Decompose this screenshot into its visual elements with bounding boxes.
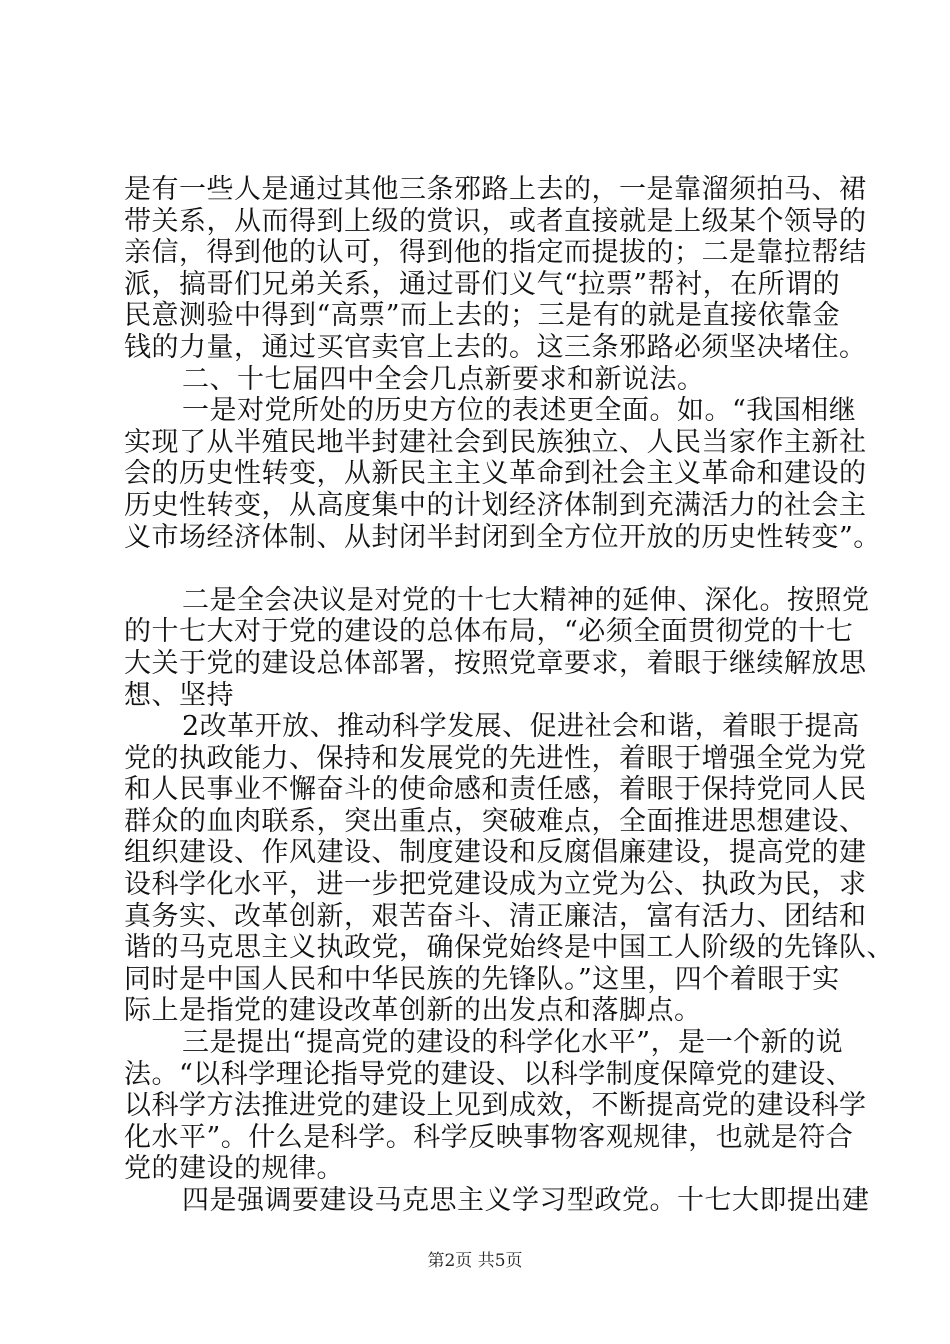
text-line: 际上是指党的建设改革创新的出发点和落脚点。: [124, 995, 702, 1027]
text-line: 党的执政能力、保持和发展党的先进性，着眼于增强全党为党: [124, 742, 867, 774]
text-line: 亲信，得到他的认可，得到他的指定而提拔的；二是靠拉帮结: [124, 237, 867, 269]
section-heading: 二、十七届四中全会几点新要求和新说法。: [182, 363, 705, 395]
text-line: 民意测验中得到“高票”而上去的；三是有的就是直接依靠金: [124, 300, 841, 332]
text-line: 派，搞哥们兄弟关系，通过哥们义气“拉票”帮衬，在所谓的: [124, 268, 841, 300]
text-line: 化水平”。什么是科学。科学反映事物客观规律，也就是符合: [124, 1121, 854, 1153]
text-line: 设科学化水平，进一步把党建设成为立党为公、执政为民，求: [124, 869, 867, 901]
text-line: 群众的血肉联系，突出重点，突破难点，全面推进思想建设、: [124, 805, 867, 837]
text-line: 同时是中国人民和中华民族的先锋队。”这里，四个着眼于实: [124, 963, 840, 995]
text-line: 四是强调要建设马克思主义学习型政党。十七大即提出建: [182, 1185, 870, 1216]
text-line: 钱的力量，通过买官卖官上去的。这三条邪路必须坚决堵住。: [124, 331, 867, 363]
text-line: 和人民事业不懈奋斗的使命感和责任感，着眼于保持党同人民: [124, 774, 867, 806]
text-line: 想、坚持: [124, 679, 234, 711]
text-line: 党的建设的规律。: [124, 1153, 344, 1185]
text-line: 大关于党的建设总体部署，按照党章要求，着眼于继续解放思: [124, 647, 867, 679]
text-line: 一是对党所处的历史方位的表述更全面。如。“我国相继: [182, 395, 857, 427]
text-line: 实现了从半殖民地半封建社会到民族独立、人民当家作主新社: [124, 426, 867, 458]
text-line: 义市场经济体制、从封闭半封闭到全方位开放的历史性转变”。: [124, 521, 881, 553]
body-text: [124, 174, 894, 1217]
blank-line: [124, 553, 840, 585]
text-line: 历史性转变，从高度集中的计划经济体制到充满活力的社会主: [124, 489, 867, 521]
text-line: 会的历史性转变，从新民主主义革命到社会主义革命和建设的: [124, 458, 867, 490]
text-line: 三是提出“提高党的建设的科学化水平”，是一个新的说: [182, 1027, 844, 1059]
text-line: 的十七大对于党的建设的总体布局，“必须全面贯彻党的十七: [124, 616, 854, 648]
text-line: 组织建设、作风建设、制度建设和反腐倡廉建设，提高党的建: [124, 837, 867, 869]
text-line: 以科学方法推进党的建设上见到成效，不断提高党的建设科学: [124, 1090, 867, 1122]
text-line: 真务实、改革创新，艰苦奋斗、清正廉洁，富有活力、团结和: [124, 900, 867, 932]
text-line: 二是全会决议是对党的十七大精神的延伸、深化。按照党: [182, 584, 870, 616]
page-footer: 第2页 共5页: [427, 1251, 523, 1271]
text-line: 是有一些人是通过其他三条邪路上去的，一是靠溜须拍马、裙: [124, 174, 867, 205]
text-line: 2改革开放、推动科学发展、促进社会和谐，着眼于提高: [182, 711, 860, 743]
text-line: 谐的马克思主义执政党，确保党始终是中国工人阶级的先锋队、: [124, 932, 894, 964]
text-line: 带关系，从而得到上级的赏识，或者直接就是上级某个领导的: [124, 205, 867, 237]
text-line: 法。“以科学理论指导党的建设、以科学制度保障党的建设、: [124, 1058, 854, 1090]
